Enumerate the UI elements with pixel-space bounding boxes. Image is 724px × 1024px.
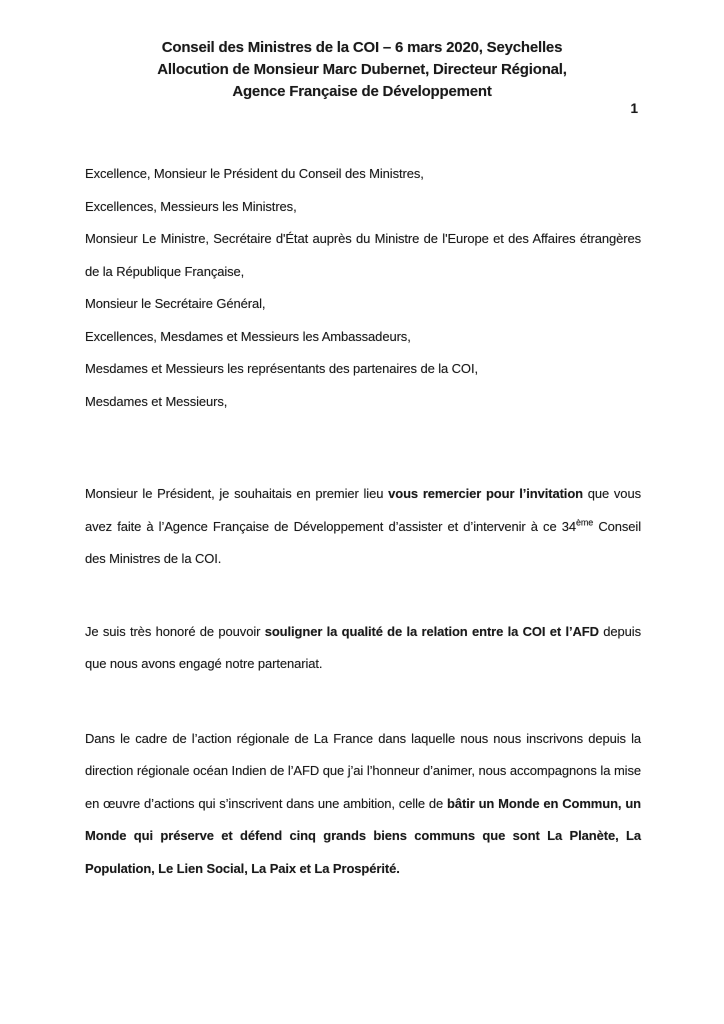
text-run: Je suis très honoré de pouvoir — [85, 623, 265, 639]
body-paragraph — [85, 478, 641, 576]
document-header — [0, 0, 724, 103]
body-paragraph — [85, 723, 641, 886]
text-run: Conseil des Ministres de la COI. — [85, 518, 641, 566]
page-number: 1 — [630, 101, 638, 116]
text-run: Dans le cadre de l’action régionale de La France dans laquelle nous nous inscrivons depuis la direction régionale océan Indien de l’AFD que j’ai l’honneur d’animer, nous accompagnons la mise en œuvre d’actions qui s’inscrivent dans une ambition, celle de — [85, 730, 641, 811]
greeting-line: Monsieur Le Ministre, Secrétaire d'État auprès du Ministre de l'Europe et des Affaires étrangères de la République Française, — [85, 231, 641, 279]
document-body — [85, 158, 641, 885]
bold-run: vous remercier pour l’invitation — [388, 486, 583, 501]
greeting-line: Mesdames et Messieurs, — [85, 393, 228, 409]
text-run: Monsieur le Président, je souhaitais en premier lieu — [85, 486, 389, 501]
superscript-run: ème — [575, 517, 594, 528]
text-run: depuis que nous avons engagé notre partenariat. — [85, 623, 641, 671]
bold-run: souligner la qualité de la relation entre la COI et l’AFD — [264, 623, 599, 639]
title-line-2: Allocution de Monsieur Marc Dubernet, Directeur Régional, — [157, 61, 567, 78]
greeting-line: Excellence, Monsieur le Président du Conseil des Ministres, — [85, 166, 424, 181]
title-line-1: Conseil des Ministres de la COI – 6 mars 2020, Seychelles — [161, 39, 563, 56]
text-run: que vous avez faite à l’Agence Française de Développement d’assister et d’intervenir à ce 34 — [85, 486, 641, 534]
body-paragraph — [85, 616, 641, 681]
greeting-line: Excellences, Messieurs les Ministres, — [85, 198, 297, 214]
greeting-line: Mesdames et Messieurs les représentants des partenaires de la COI, — [85, 361, 478, 376]
title-line-3: Agence Française de Développement — [232, 83, 492, 100]
greeting-line: Excellences, Mesdames et Messieurs les Ambassadeurs, — [85, 328, 411, 344]
bold-run: bâtir un Monde en Commun, un Monde qui préserve et défend cinq grands biens communs que sont La Planète, La Population, Le Lien Social, La Paix et La Prospérité. — [85, 795, 641, 876]
greeting-line: Monsieur le Secrétaire Général, — [85, 296, 266, 311]
